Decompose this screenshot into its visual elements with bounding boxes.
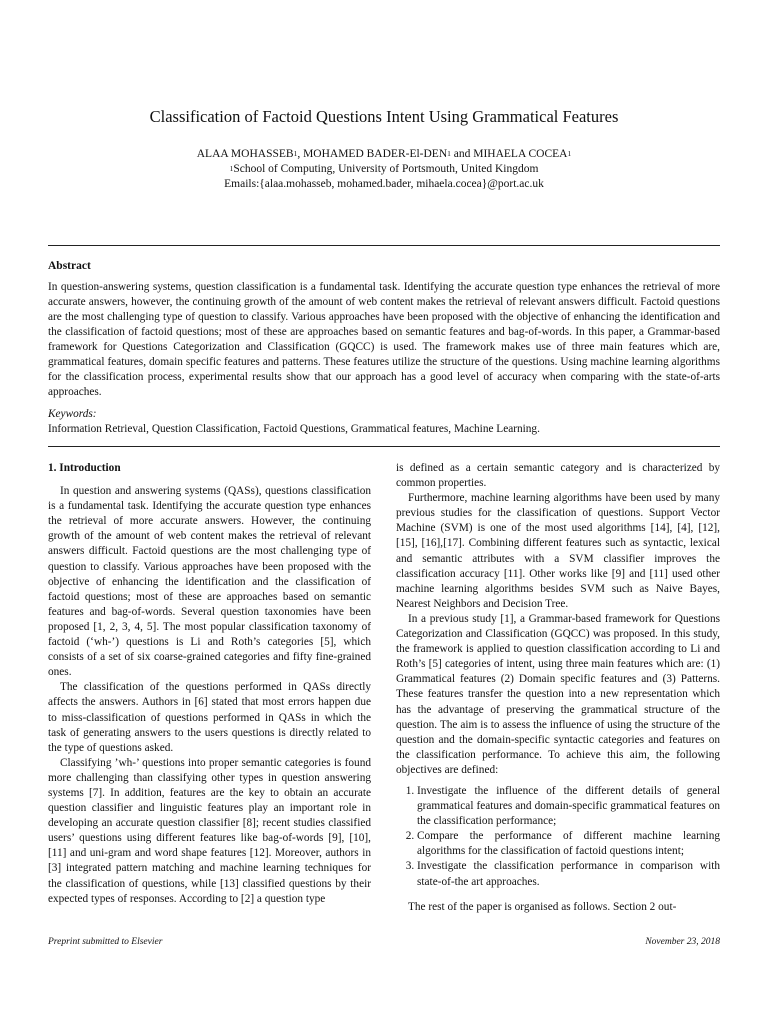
keywords-text: Information Retrieval, Question Classification, Factoid Questions, Grammatical features, Machine Learning. [48, 423, 540, 435]
author-sup: 1 [567, 149, 572, 158]
objectives-list [396, 784, 720, 890]
abstract-text: In question-answering systems, question classification is a fundamental task. Identifying the accurate question type enhances the retrieval of more accurate answers, however, the continuing growth of the amount of web content makes the retrieval of relevant answers difficult. Factoid questions are the most challenging type of question to classify. Various approaches have been proposed with the objective of enhancing the identification and the classification of factoid questions; most of these are approaches based on semantic features and bag-of-words. In this paper, a Grammar-based framework for Questions Categorization and Classification (GQCC) is used. The framework makes use of three main features which are, grammatical features, domain specific features and patterns. These features utilize the structure of the questions. Using machine learning algorithms for the classification process, experimental results show that our approach has a good level of accuracy when comparing with the state-of-arts approaches. [48, 281, 720, 398]
author-name: MOHAMED BADER-El-DEN [303, 148, 448, 160]
affiliation-sup: 1 [229, 164, 234, 173]
paragraph: The classification of the questions performed in QASs directly affects the answers. Authors in [6] stated that most errors happen due to miss-classification of questions performed in QASs in which the task of generating answers to the users questions is directly related to the type of questions asked. [48, 681, 371, 754]
paragraph: The rest of the paper is organised as follows. Section 2 out- [408, 900, 677, 913]
author-name: MIHAELA COCEA [473, 148, 568, 160]
author-sup: 1 [293, 149, 298, 158]
left-column [48, 461, 371, 907]
abstract-section [48, 259, 720, 437]
list-item: 2. Compare the performance of different machine learning algorithms for the classification of factoid questions intent; [417, 829, 720, 859]
paragraph: In question and answering systems (QASs), questions classification is a fundamental task. Identifying the accurate question type enhances the retrieval of more accurate answers. However, the continuing growth of the amount of web content makes the retrieval of relevant answers difficult. Factoid questions are the most challenging type of question to classify. Various approaches have been proposed with the objective of enhancing the identification and the classification of factoid questions; most of these are approaches based on semantic features and bag-of-words. Several question taxonomies have been proposed [1, 2, 3, 4, 5]. The most popular classification taxonomy of factoid (‘wh-’) questions is Li and Roth’s categories [5], which consists of a set of six coarse-grained categories and fifty fine-grained ones. [48, 485, 371, 679]
section-heading: 1. Introduction [48, 462, 121, 474]
paragraph-continuation: is defined as a certain semantic category and is characterized by common properties. [396, 462, 720, 490]
abstract-heading: Abstract [48, 260, 91, 272]
paragraph: Classifying ’wh-’ questions into proper semantic categories is found more challenging than classifying other types in question answering systems [7]. In addition, features are the key to obtain an accurate question classifier and linguistic features play an important role in developing an accurate question classifier [8]; recent studies classified users’ questions using different features like bag-of-words [9], [10], [11] and uni-gram and word shape features [12]. Moreover, authors in [3] integrated pattern matching and machine learning techniques for the classification of questions, while [13] classified questions by their expected types of responses. According to [2] a question type [48, 756, 371, 905]
paragraph: Furthermore, machine learning algorithms have been used by many previous studies for the classification of questions. Support Vector Machine (SVM) is one of the most used algorithms [14], [4], [12], [15], [16],[17]. Combining different features such as syntactic, lexical and semantic attributes with a SVM classifier improves the classification accuracy [11]. Other works like [9] and [11] used other machine learning algorithms besides SVM such as Naive Bayes, Nearest Neighbors and Decision Tree. [396, 492, 720, 610]
author-separator: , [297, 148, 304, 160]
footer-left: Preprint submitted to Elsevier [48, 937, 163, 947]
keywords-heading: Keywords: [48, 408, 97, 420]
author-sup: 1 [447, 149, 451, 158]
paragraph: In a previous study [1], a Grammar-based framework for Questions Categorization and Classification (GQCC) was proposed. In this study, the framework is applied to question classification according to Li and Roth’s [5] categories of intent, using three main features which are: (1) Grammatical features (2) Domain specific features and (3) Patterns. These features transfer the question into a new representation which has the advantage of preserving the grammatical structure of the question. The aim is to assess the influence of using the structure of the question and the domain-specific syntactic categories and features on the classification performance. To achieve this aim, the following objectives are defined: [396, 612, 720, 776]
list-item: 3. Investigate the classification performance in comparison with state-of-the art approaches. [417, 859, 720, 889]
paper-title: Classification of Factoid Questions Intent Using Grammatical Features [149, 107, 619, 126]
author-line [0, 147, 768, 162]
list-item: 1. Investigate the influence of the different details of general grammatical features and domain-specific grammatical features on the classification performance; [417, 784, 720, 829]
emails-line: Emails:{alaa.mohasseb, mohamed.bader, mihaela.cocea}@port.ac.uk [224, 178, 544, 190]
author-separator: and [450, 148, 474, 160]
top-divider [48, 245, 720, 246]
footer-right: November 23, 2018 [645, 937, 720, 947]
affiliation: School of Computing, University of Portsmouth, United Kingdom [233, 163, 539, 175]
author-name: ALAA MOHASSEB [196, 148, 294, 160]
affiliation-line [0, 162, 768, 177]
bottom-divider [48, 446, 720, 447]
author-block [0, 147, 768, 192]
right-column [396, 461, 720, 915]
